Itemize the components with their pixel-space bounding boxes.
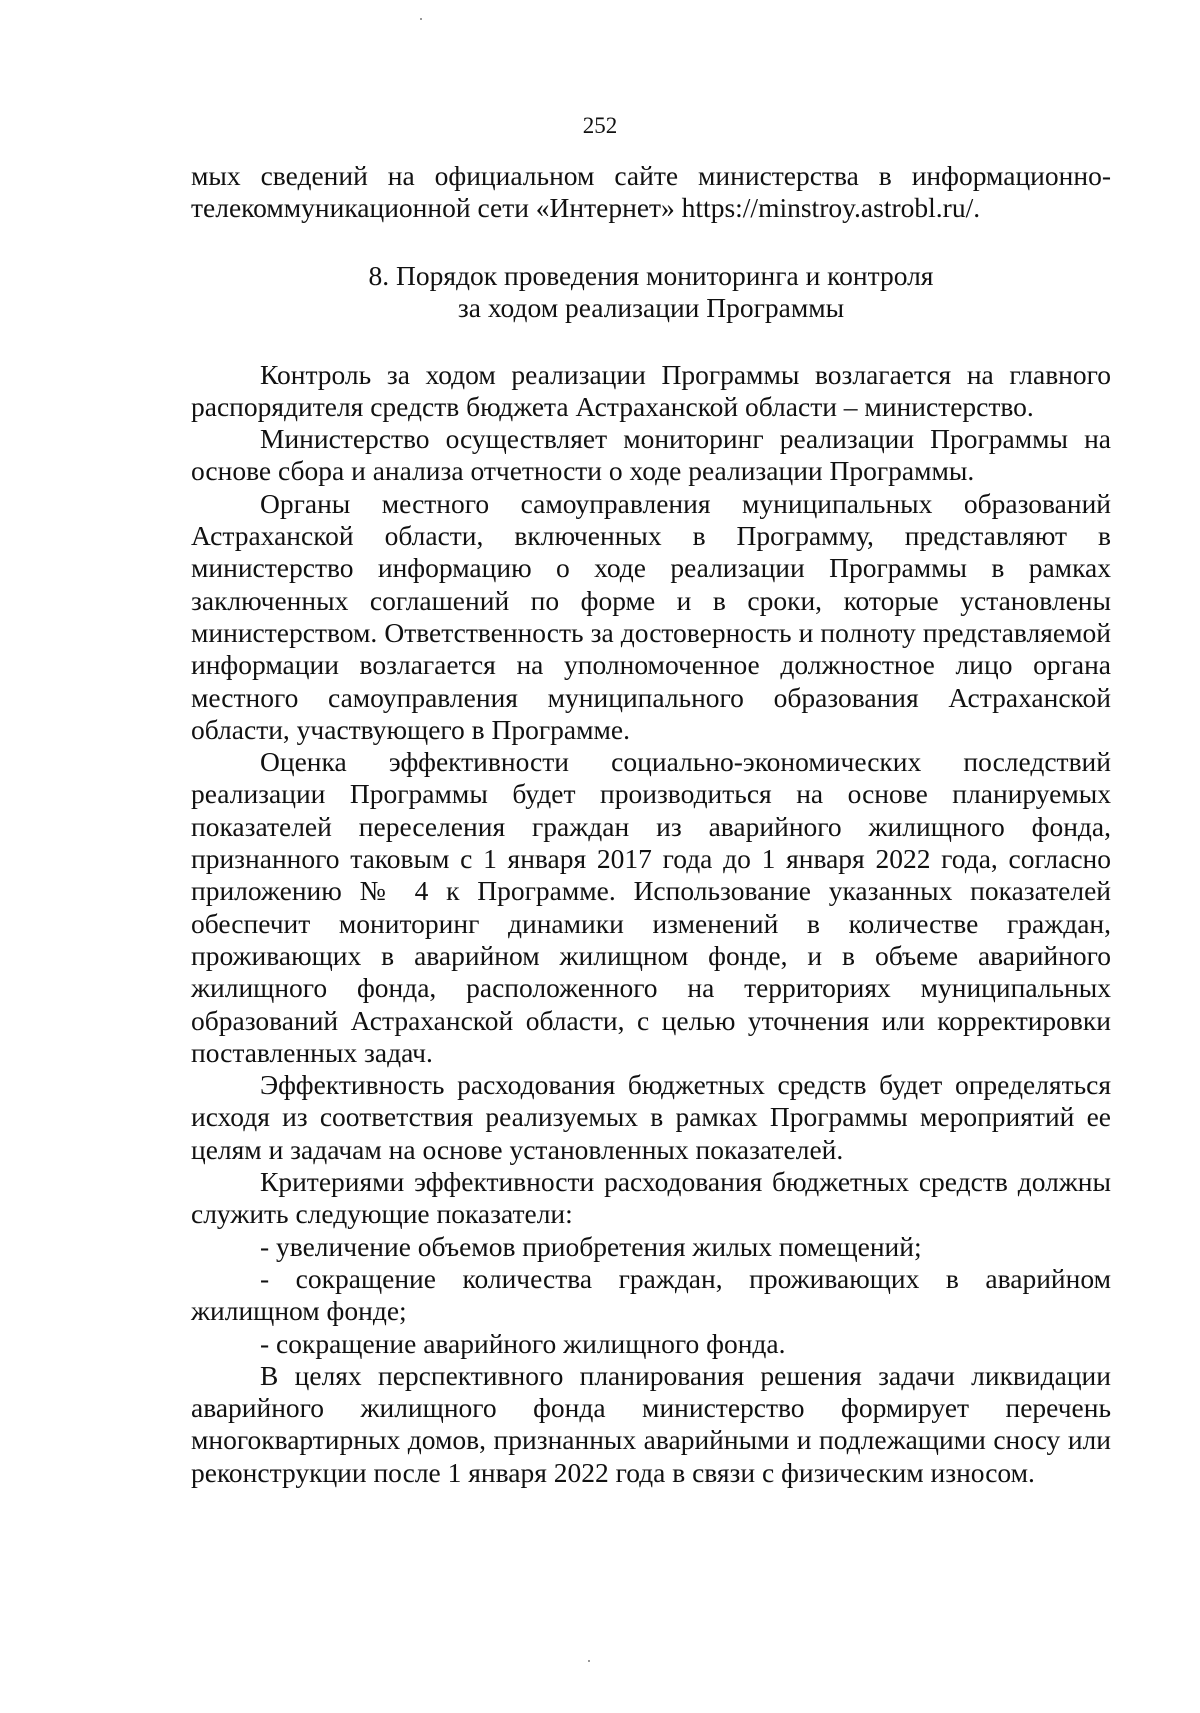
list-item-criterion-2: - сокращение количества граждан, проживающих в аварийном жилищном фонде; — [191, 1262, 1111, 1327]
scan-speck-bottom — [588, 1660, 590, 1662]
paragraph-efficiency-assessment: Оценка эффективности социально-экономических последствий реализации Программы будет производиться на основе планируемых показателей переселения граждан из аварийного жилищного фонда, признанного таковым с 1 января 2017 года до 1 января 2022 года, согласно приложению № 4 к Программе. Использование указанных показателей обеспечит мониторинг динамики изменений в количестве граждан, проживающих в аварийном жилищном фонде, и в объеме аварийного жилищного фонда, расположенного на территориях муниципальных образований Астраханской области, с целью уточнения или корректировки поставленных задач. — [191, 746, 1111, 1068]
section-heading-line-2: за ходом реализации Программы — [457, 291, 845, 323]
paragraph-criteria: Критериями эффективности расходования бюджетных средств должны служить следующие показатели: — [191, 1166, 1111, 1230]
paragraph-control: Контроль за ходом реализации Программы возлагается на главного распорядителя средств бюджета Астраханской области – министерство. — [191, 358, 1111, 422]
document-body — [191, 160, 1111, 1489]
paragraph-local-authorities: Органы местного самоуправления муниципальных образований Астраханской области, включенных в Программу, представляют в министерство информацию о ходе реализации Программы в рамках заключенных соглашений по форме и в сроки, которые установлены министерством. Ответственность за достоверность и полноту представляемой информации возлагается на уполномоченное должностное лицо органа местного самоуправления муниципального образования Астраханской области, участвующего в Программе. — [191, 487, 1111, 745]
page-number: 252 — [582, 113, 618, 138]
paragraph-planning: В целях перспективного планирования решения задачи ликвидации аварийного жилищного фонда министерство формирует перечень многоквартирных домов, признанных аварийными и подлежащими сносу или реконструкции после 1 января 2022 года в связи с физическим износом. — [191, 1359, 1111, 1488]
scan-speck-top — [420, 18, 422, 20]
list-item-criterion-1: - увеличение объемов приобретения жилых помещений; — [260, 1230, 922, 1262]
paragraph-budget-efficiency: Эффективность расходования бюджетных средств будет определяться исходя из соответствия реализуемых в рамках Программы мероприятий ее целям и задачам на основе установленных показателей. — [191, 1069, 1111, 1165]
list-item-criterion-3: - сокращение аварийного жилищного фонда. — [260, 1327, 786, 1359]
intro-paragraph: мых сведений на официальном сайте министерства в информационно-телекоммуникационной сети «Интернет» https://minstroy.astrobl.ru/. — [191, 160, 1111, 224]
section-heading — [191, 260, 1111, 324]
paragraph-monitoring: Министерство осуществляет мониторинг реализации Программы на основе сбора и анализа отчетности о ходе реализации Программы. — [191, 423, 1111, 487]
section-heading-line-1: 8. Порядок проведения мониторинга и контроля — [368, 259, 934, 291]
